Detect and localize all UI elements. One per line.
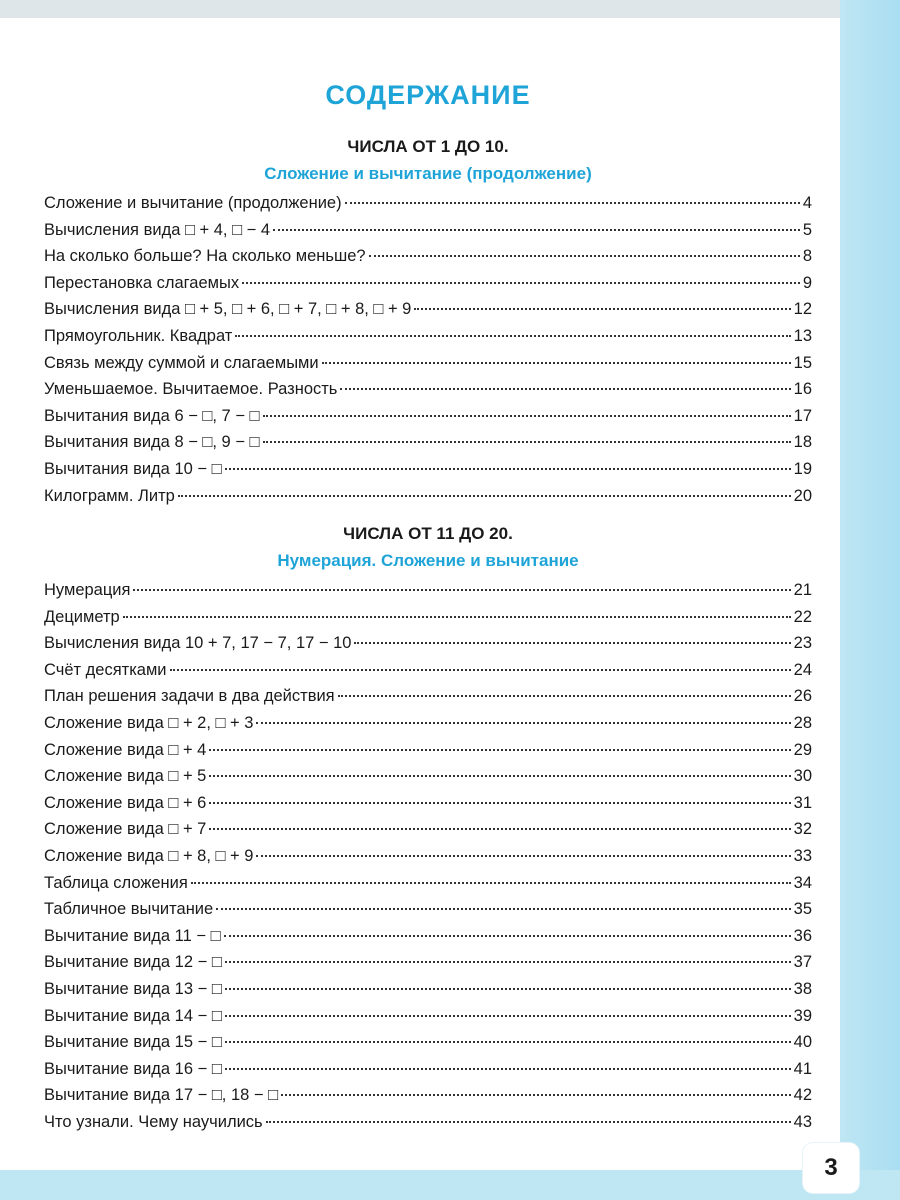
toc-entry-page-number: 43 bbox=[793, 1112, 812, 1131]
toc-entry-page-number: 35 bbox=[793, 900, 812, 919]
dot-leader bbox=[170, 669, 791, 671]
toc-entry-label: Вычитание вида 15 − □ bbox=[44, 1033, 222, 1052]
toc-entry-page-number: 34 bbox=[793, 873, 812, 892]
section-2-heading: ЧИСЛА ОТ 11 ДО 20. bbox=[343, 524, 513, 543]
toc-entry-page-number: 23 bbox=[793, 634, 812, 653]
dot-leader bbox=[263, 415, 791, 417]
dot-leader bbox=[256, 722, 790, 724]
toc-entry-page-number: 15 bbox=[793, 353, 812, 372]
toc-entry-label: Сложение вида □ + 7 bbox=[44, 820, 207, 839]
toc-entry-label: Вычитания вида 6 − □, 7 − □ bbox=[44, 406, 260, 425]
toc-entry-page-number: 18 bbox=[793, 433, 812, 452]
dot-leader bbox=[340, 388, 790, 390]
dot-leader bbox=[209, 749, 790, 751]
dot-leader bbox=[225, 468, 791, 470]
toc-entry-page-number: 29 bbox=[793, 740, 812, 759]
toc-entry-label: Сложение вида □ + 4 bbox=[44, 740, 207, 759]
toc-entry-label: Счёт десятками bbox=[44, 660, 167, 679]
section-2-subheading: Нумерация. Сложение и вычитание bbox=[277, 551, 579, 570]
toc-entry-page-number: 33 bbox=[793, 846, 812, 865]
dot-leader bbox=[191, 882, 791, 884]
toc-entry[interactable] bbox=[44, 794, 812, 821]
bottom-margin-band bbox=[0, 1170, 900, 1200]
toc-entry-label: Сложение и вычитание (продолжение) bbox=[44, 194, 342, 212]
dot-leader bbox=[225, 988, 791, 990]
dot-leader bbox=[209, 775, 790, 777]
toc-entry-page-number: 17 bbox=[793, 406, 812, 425]
toc-entry[interactable] bbox=[44, 380, 812, 407]
toc-entry[interactable] bbox=[44, 900, 812, 927]
toc-entry-label: Перестановка слагаемых bbox=[44, 273, 240, 292]
toc-entry[interactable] bbox=[44, 661, 812, 688]
toc-entry-page-number: 42 bbox=[793, 1086, 812, 1105]
dot-leader bbox=[225, 1041, 791, 1043]
toc-entry-page-number: 40 bbox=[793, 1033, 812, 1052]
toc-entry-page-number: 37 bbox=[793, 953, 812, 972]
toc-entry-label: Вычисления вида □ + 4, □ − 4 bbox=[44, 220, 271, 239]
top-margin-band bbox=[0, 0, 900, 18]
dot-leader bbox=[216, 908, 790, 910]
toc-entry-label: Сложение вида □ + 5 bbox=[44, 767, 207, 786]
dot-leader bbox=[225, 1015, 791, 1017]
dot-leader bbox=[123, 616, 791, 618]
page-number-badge: 3 bbox=[803, 1143, 859, 1193]
dot-leader bbox=[281, 1094, 791, 1096]
toc-entry-label: Вычисления вида □ + 5, □ + 6, □ + 7, □ + 8, □ + 9 bbox=[44, 300, 412, 319]
dot-leader bbox=[345, 202, 800, 204]
page-title: СОДЕРЖАНИЕ bbox=[325, 80, 531, 110]
toc-entry-label: Вычитание вида 14 − □ bbox=[44, 1006, 222, 1025]
toc-entry[interactable] bbox=[44, 608, 812, 635]
toc-entry-page-number: 21 bbox=[793, 581, 812, 599]
toc-entry-page-number: 28 bbox=[793, 713, 812, 732]
toc-entry[interactable] bbox=[44, 354, 812, 381]
toc-entry-page-number: 24 bbox=[793, 660, 812, 679]
toc-entry-label: Табличное вычитание bbox=[44, 900, 214, 919]
toc-entry[interactable] bbox=[44, 460, 812, 487]
toc-entry-label: Таблица сложения bbox=[44, 873, 188, 892]
toc-entry[interactable] bbox=[44, 1086, 812, 1113]
dot-leader bbox=[235, 335, 790, 337]
toc-entry-label: Вычитание вида 16 − □ bbox=[44, 1059, 222, 1078]
toc-entry-page-number: 30 bbox=[793, 767, 812, 786]
toc-entry-label: Килограмм. Литр bbox=[44, 486, 175, 505]
toc-entry[interactable] bbox=[44, 300, 812, 327]
toc-entry[interactable] bbox=[44, 221, 812, 248]
toc-entry-label: Нумерация bbox=[44, 581, 131, 599]
toc-entry-label: План решения задачи в два действия bbox=[44, 687, 335, 706]
toc-entry[interactable] bbox=[44, 687, 812, 714]
toc-entry-page-number: 12 bbox=[793, 300, 812, 319]
dot-leader bbox=[354, 642, 790, 644]
dot-leader bbox=[242, 282, 800, 284]
toc-entry[interactable] bbox=[44, 1033, 812, 1060]
toc-entry[interactable] bbox=[44, 767, 812, 794]
toc-entry-page-number: 13 bbox=[793, 326, 812, 345]
toc-entry-page-number: 36 bbox=[793, 926, 812, 945]
section-2-toc-list bbox=[44, 581, 812, 1139]
dot-leader bbox=[256, 855, 790, 857]
toc-entry[interactable] bbox=[44, 194, 812, 221]
dot-leader bbox=[338, 695, 791, 697]
toc-entry[interactable] bbox=[44, 487, 812, 514]
toc-entry[interactable] bbox=[44, 980, 812, 1007]
toc-entry-label: Что узнали. Чему научились bbox=[44, 1112, 263, 1131]
toc-entry[interactable] bbox=[44, 407, 812, 434]
toc-entry-label: Сложение вида □ + 2, □ + 3 bbox=[44, 713, 254, 732]
toc-entry-label: Вычисления вида 10 + 7, 17 − 7, 17 − 10 bbox=[44, 634, 352, 653]
toc-entry-page-number: 8 bbox=[802, 247, 812, 266]
dot-leader bbox=[225, 1068, 791, 1070]
toc-entry-page-number: 19 bbox=[793, 459, 812, 478]
toc-entry[interactable] bbox=[44, 1113, 812, 1140]
toc-entry-label: На сколько больше? На сколько меньше? bbox=[44, 247, 366, 266]
dot-leader bbox=[322, 362, 791, 364]
toc-entry-page-number: 38 bbox=[793, 979, 812, 998]
toc-entry-page-number: 5 bbox=[802, 220, 812, 239]
toc-entry[interactable] bbox=[44, 1007, 812, 1034]
toc-entry[interactable] bbox=[44, 847, 812, 874]
toc-entry-label: Вычитание вида 17 − □, 18 − □ bbox=[44, 1086, 279, 1105]
toc-entry-page-number: 39 bbox=[793, 1006, 812, 1025]
toc-entry-label: Вычитание вида 13 − □ bbox=[44, 979, 222, 998]
toc-entry[interactable] bbox=[44, 953, 812, 980]
toc-entry-label: Вычитание вида 12 − □ bbox=[44, 953, 222, 972]
dot-leader bbox=[224, 935, 791, 937]
dot-leader bbox=[133, 589, 790, 591]
toc-entry-label: Сложение вида □ + 6 bbox=[44, 793, 207, 812]
toc-entry-page-number: 20 bbox=[793, 486, 812, 505]
toc-entry[interactable] bbox=[44, 327, 812, 354]
toc-entry-label: Сложение вида □ + 8, □ + 9 bbox=[44, 846, 254, 865]
dot-leader bbox=[209, 802, 790, 804]
dot-leader bbox=[178, 495, 791, 497]
toc-entry-page-number: 31 bbox=[793, 793, 812, 812]
toc-entry-page-number: 26 bbox=[793, 687, 812, 706]
toc-entry[interactable] bbox=[44, 1060, 812, 1087]
toc-entry-page-number: 32 bbox=[793, 820, 812, 839]
toc-entry-page-number: 22 bbox=[793, 607, 812, 626]
toc-entry-label: Дециметр bbox=[44, 607, 120, 626]
toc-entry-label: Вычитания вида 8 − □, 9 − □ bbox=[44, 433, 260, 452]
toc-entry-label: Прямоугольник. Квадрат bbox=[44, 326, 233, 345]
toc-entry[interactable] bbox=[44, 714, 812, 741]
toc-entry-page-number: 4 bbox=[802, 194, 812, 212]
toc-entry[interactable] bbox=[44, 274, 812, 301]
toc-entry[interactable] bbox=[44, 741, 812, 768]
toc-entry-label: Вычитания вида 10 − □ bbox=[44, 459, 222, 478]
section-1-toc-list bbox=[44, 194, 812, 513]
dot-leader bbox=[225, 961, 791, 963]
toc-entry-page-number: 9 bbox=[802, 273, 812, 292]
section-1-subheading: Сложение и вычитание (продолжение) bbox=[264, 164, 592, 183]
section-1-heading: ЧИСЛА ОТ 1 ДО 10. bbox=[347, 137, 509, 156]
toc-entry[interactable] bbox=[44, 433, 812, 460]
toc-entry-page-number: 41 bbox=[793, 1059, 812, 1078]
toc-entry[interactable] bbox=[44, 874, 812, 901]
toc-entry-label: Связь между суммой и слагаемыми bbox=[44, 353, 319, 372]
toc-entry[interactable] bbox=[44, 634, 812, 661]
dot-leader bbox=[209, 828, 790, 830]
toc-entry[interactable] bbox=[44, 820, 812, 847]
toc-entry[interactable] bbox=[44, 927, 812, 954]
toc-entry[interactable] bbox=[44, 581, 812, 608]
dot-leader bbox=[266, 1121, 791, 1123]
toc-entry-page-number: 16 bbox=[793, 380, 812, 399]
toc-entry-label: Уменьшаемое. Вычитаемое. Разность bbox=[44, 380, 338, 399]
dot-leader bbox=[369, 255, 800, 257]
dot-leader bbox=[273, 229, 800, 231]
toc-entry-label: Вычитание вида 11 − □ bbox=[44, 926, 221, 945]
dot-leader bbox=[414, 308, 790, 310]
dot-leader bbox=[263, 441, 791, 443]
toc-entry[interactable] bbox=[44, 247, 812, 274]
